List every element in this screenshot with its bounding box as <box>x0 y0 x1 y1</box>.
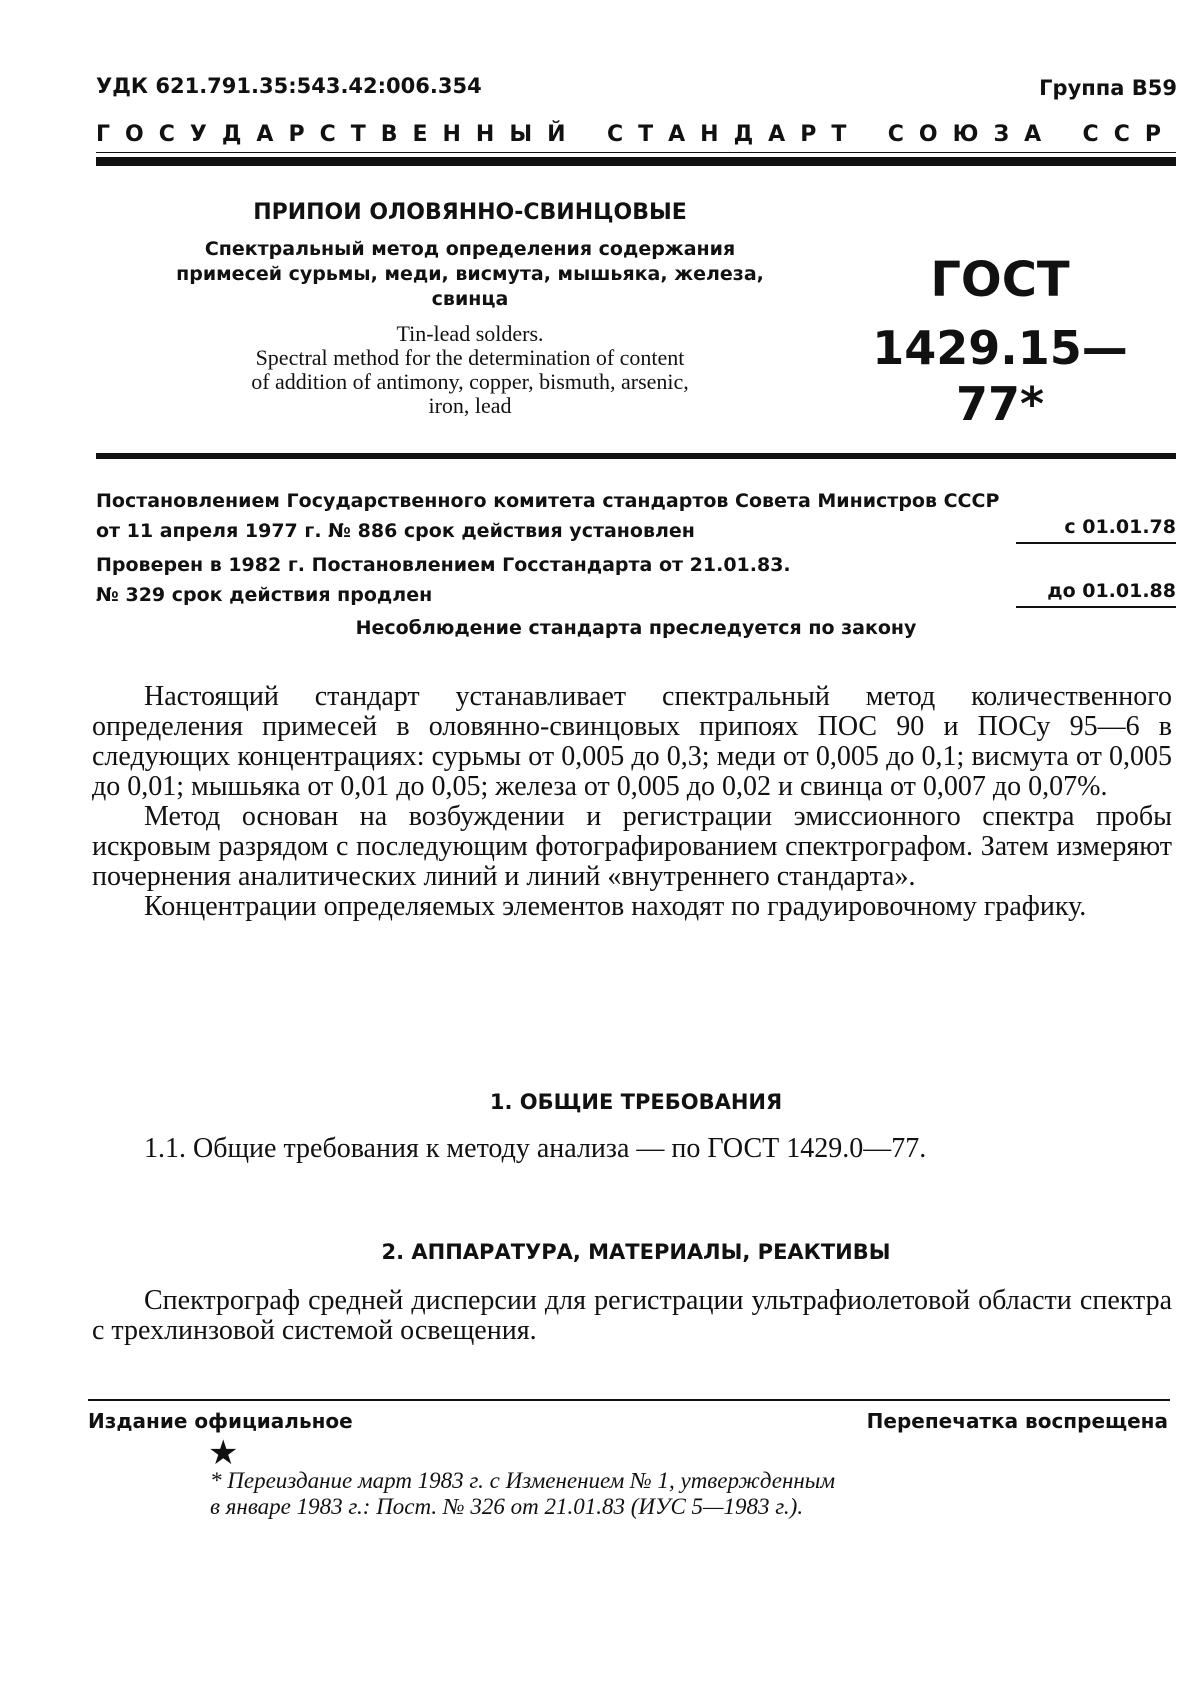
title-en-4: iron, lead <box>428 393 512 418</box>
title-en-2: Spectral method for the determination of content <box>255 345 685 370</box>
title-ru: ПРИПОИ ОЛОВЯННО-СВИНЦОВЫЕ <box>253 200 687 225</box>
subtitle-ru-1: Спектральный метод определения содержания <box>204 238 736 260</box>
section-2-title: 2. АППАРАТУРА, МАТЕРИАЛЫ, РЕАКТИВЫ <box>381 1240 891 1264</box>
state-word-2: СТАНДАРТ <box>607 122 862 147</box>
date-to: до 01.01.88 <box>1016 578 1176 608</box>
group-code: Группа В59 <box>1039 76 1177 100</box>
title-block <box>110 200 830 418</box>
footer-rule <box>88 1399 1170 1401</box>
footnote-line-2: в январе 1983 г.: Пост. № 326 от 21.01.83 (ИУС 5—1983 г.). <box>210 1494 804 1519</box>
decree-line-1: Постановлением Государственного комитета стандартов Совета Министров СССР <box>96 490 1000 512</box>
section-1-body <box>92 1134 1172 1164</box>
section-2-body <box>92 1286 1172 1346</box>
edition-label: Издание официальное <box>88 1409 353 1433</box>
state-word-4: ССР <box>1082 122 1176 147</box>
title-en-3: of addition of antimony, copper, bismuth, arsenic, <box>251 369 689 394</box>
decree-line-4: № 329 срок действия продлен <box>96 584 433 606</box>
section-1-title: 1. ОБЩИЕ ТРЕБОВАНИЯ <box>489 1090 783 1114</box>
decree-block <box>96 488 1176 608</box>
star-icon: ★ <box>208 1435 239 1472</box>
state-standard-heading <box>96 122 1176 147</box>
intro-paragraph-3: Концентрации определяемых элементов находят по градуировочному графику. <box>144 891 1087 922</box>
gost-designation <box>850 252 1150 432</box>
decree-line-3: Проверен в 1982 г. Постановлением Госстандарта от 21.01.83. <box>96 554 791 576</box>
decree-line-2: от 11 апреля 1977 г. № 886 срок действия установлен <box>96 520 695 542</box>
date-from: с 01.01.78 <box>1016 514 1176 544</box>
section-2-text: Спектрограф средней дисперсии для регистрации ультрафиолетовой области спектра с трехлинзовой системой освещения. <box>92 1285 1172 1346</box>
intro-text <box>92 682 1172 922</box>
gost-label: ГОСТ <box>930 252 1070 308</box>
udk-code: УДК 621.791.35:543.42:006.354 <box>96 74 482 98</box>
gost-number: 1429.15—77* <box>872 321 1128 431</box>
state-word-3: СОЮЗА <box>887 122 1057 147</box>
reprint-notice: Перепечатка воспрещена <box>866 1409 1168 1433</box>
section-1-text: 1.1. Общие требования к методу анализа — по ГОСТ 1429.0—77. <box>144 1133 927 1164</box>
subtitle-ru-2: примесей сурьмы, меди, висмута, мышьяка, железа, <box>176 263 764 285</box>
title-rule <box>96 453 1176 459</box>
footnote <box>210 1468 1090 1520</box>
footnote-line-1: * Переиздание март 1983 г. с Изменением № 1, утвержденным <box>210 1468 836 1493</box>
header-thin-rule <box>96 152 1176 153</box>
state-word-1: ГОСУДАРСТВЕННЫЙ <box>96 122 581 147</box>
header-thick-rule <box>96 157 1176 166</box>
intro-paragraph-2: Метод основан на возбуждении и регистрации эмиссионного спектра пробы искровым разрядом с последующим фотографированием спектрографом. Затем измеряют почернения аналитических линий и линий «внутреннего стандарта». <box>92 801 1172 892</box>
legal-notice: Несоблюдение стандарта преследуется по закону <box>355 617 917 639</box>
title-en-1: Tin-lead solders. <box>396 321 544 346</box>
intro-paragraph-1: Настоящий стандарт устанавливает спектральный метод количественного определения примесей в оловянно-свинцовых припоях ПОС 90 и ПОСу 95—6 в следующих концентрациях: сурьмы от 0,005 до 0,3; меди от 0,005 до 0,1; висмута от 0,005 до 0,01; мышьяка от 0,01 до 0,05; железа от 0,005 до 0,02 и свинца от 0,007 до 0,07%. <box>92 681 1172 802</box>
subtitle-ru-3: свинца <box>431 288 509 310</box>
